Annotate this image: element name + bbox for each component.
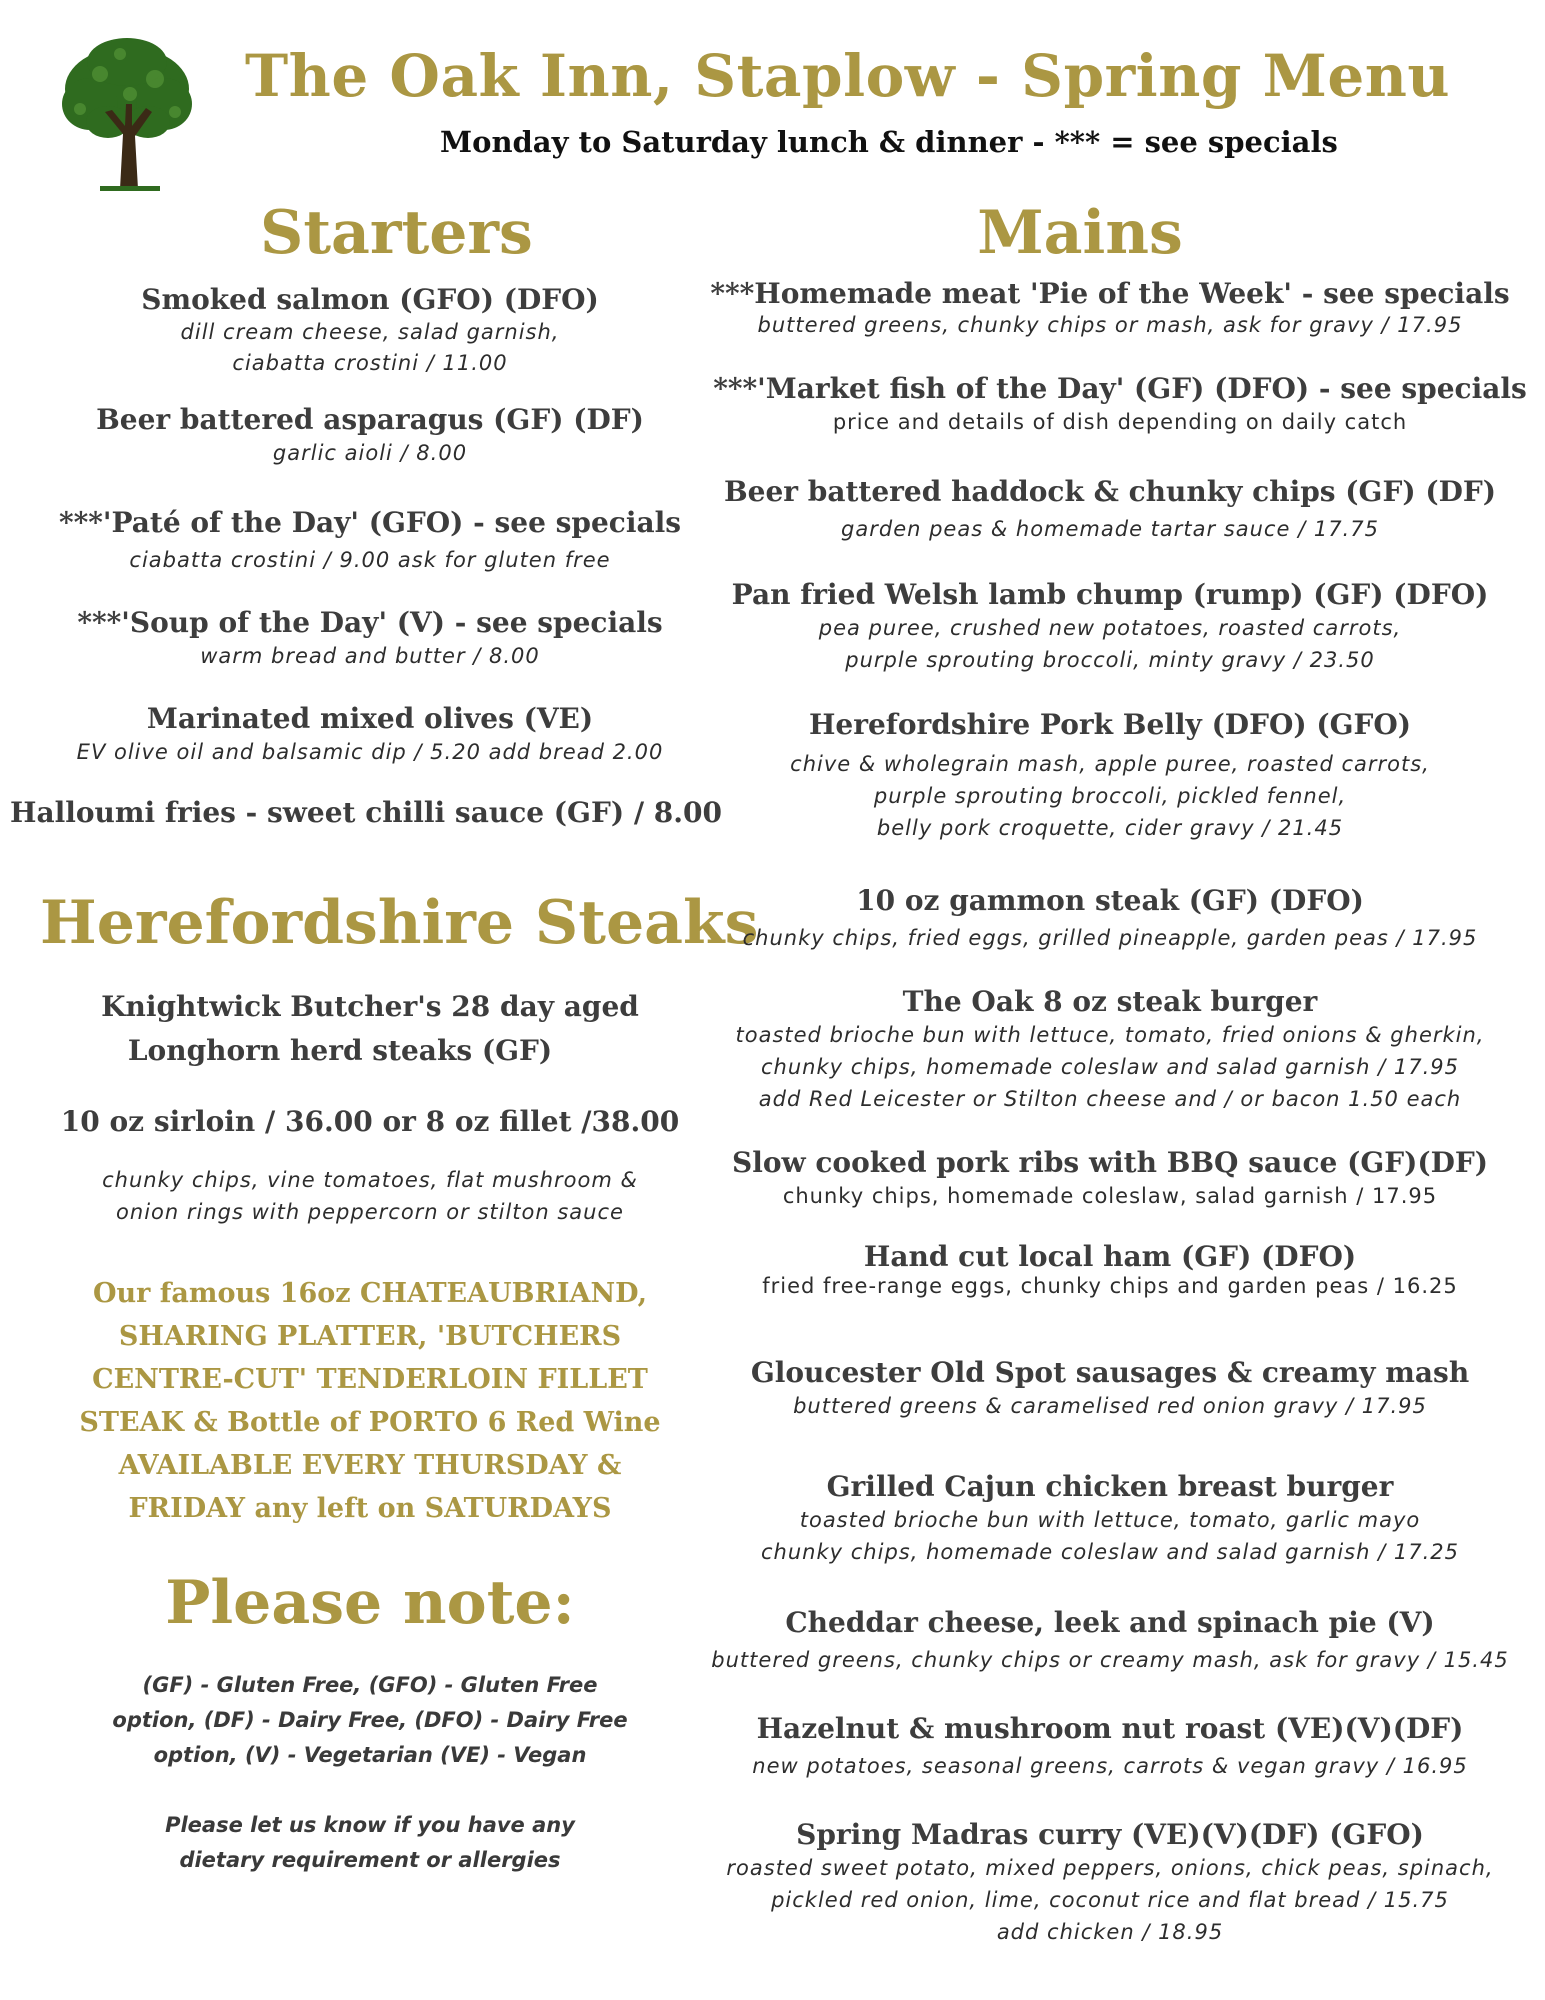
promo-line: CENTRE-CUT' TENDERLOIN FILLET <box>92 1364 648 1395</box>
promo-line: SHARING PLATTER, 'BUTCHERS <box>118 1321 622 1352</box>
item-desc: warm bread and butter / 8.00 <box>200 644 540 668</box>
item-desc: chunky chips, homemade coleslaw, salad garnish / 17.95 <box>782 1184 1438 1208</box>
item-desc: chive & wholegrain mash, apple puree, roasted carrots, <box>790 752 1430 776</box>
item-desc: EV olive oil and balsamic dip / 5.20 add bread 2.00 <box>76 740 664 764</box>
item-desc: add Red Leicester or Stilton cheese and / or bacon 1.50 each <box>758 1087 1462 1111</box>
item-name: ***'Paté of the Day' (GFO) - see specials <box>58 506 682 539</box>
promo-line: Our famous 16oz CHATEAUBRIAND, <box>92 1278 647 1309</box>
item-name: The Oak 8 oz steak burger <box>902 985 1318 1018</box>
item-desc: chunky chips, fried eggs, grilled pineapple, garden peas / 17.95 <box>742 926 1478 950</box>
list-item <box>40 403 700 469</box>
note-line: dietary requirement or allergies <box>179 1848 561 1872</box>
steaks-desc <box>40 1164 700 1228</box>
item-name: ***Homemade meat 'Pie of the Week' - see specials <box>710 277 1510 310</box>
steaks-heading: Herefordshire Steaks <box>40 888 759 958</box>
promo-line: AVAILABLE EVERY THURSDAY & <box>118 1450 622 1481</box>
item-name: Halloumi fries - sweet chilli sauce (GF) / 8.00 <box>10 796 723 829</box>
item-name: Cheddar cheese, leek and spinach pie (V) <box>785 1606 1435 1639</box>
list-item <box>690 985 1530 1115</box>
item-name: 10 oz gammon steak (GF) (DFO) <box>856 884 1364 917</box>
item-name: Slow cooked pork ribs with BBQ sauce (GF)(DF) <box>731 1146 1489 1179</box>
item-name: Beer battered haddock & chunky chips (GF) (DF) <box>723 475 1496 508</box>
item-name: ***'Soup of the Day' (V) - see specials <box>77 606 663 639</box>
item-name: Hand cut local ham (GF) (DFO) <box>863 1240 1357 1273</box>
item-desc: purple sprouting broccoli, minty gravy / 23.50 <box>845 648 1375 672</box>
item-name: Beer battered asparagus (GF) (DF) <box>96 403 644 436</box>
item-desc: pea puree, crushed new potatoes, roasted carrots, <box>818 616 1402 640</box>
page-title: The Oak Inn, Staplow - Spring Menu <box>245 42 1451 110</box>
item-name: ***'Market fish of the Day' (GF) (DFO) - see specials <box>713 372 1527 405</box>
notes-heading: Please note: <box>165 1568 575 1638</box>
steaks-intro <box>60 985 680 1073</box>
item-desc: buttered greens & caramelised red onion gravy / 17.95 <box>793 1394 1427 1418</box>
list-item <box>690 277 1530 339</box>
list-item <box>10 796 723 830</box>
mains-heading: Mains <box>977 198 1183 268</box>
item-desc: pickled red onion, lime, coconut rice and flat bread / 15.75 <box>771 1888 1449 1912</box>
notes-legend <box>40 1668 700 1773</box>
steaks-intro-line: Knightwick Butcher's 28 day aged <box>101 990 639 1023</box>
item-name: Gloucester Old Spot sausages & creamy mash <box>750 1356 1470 1389</box>
item-desc: belly pork croquette, cider gravy / 21.45 <box>876 816 1344 840</box>
item-desc: ciabatta crostini / 11.00 <box>232 351 508 375</box>
item-desc: fried free-range eggs, chunky chips and garden peas / 16.25 <box>762 1274 1458 1298</box>
list-item <box>690 578 1530 676</box>
note-line: option, (V) - Vegetarian (VE) - Vegan <box>153 1743 587 1767</box>
list-item <box>690 1356 1530 1422</box>
note-line: Please let us know if you have any <box>165 1813 575 1837</box>
list-item <box>690 1470 1530 1568</box>
item-desc: toasted brioche bun with lettuce, tomato, garlic mayo <box>799 1508 1421 1532</box>
oak-tree-icon <box>60 34 195 194</box>
item-desc: chunky chips, vine tomatoes, flat mushroom & <box>102 1168 638 1192</box>
item-desc: chunky chips, homemade coleslaw and salad garnish / 17.95 <box>761 1055 1459 1079</box>
item-name: Smoked salmon (GFO) (DFO) <box>141 283 599 316</box>
item-desc: roasted sweet potato, mixed peppers, onions, chick peas, spinach, <box>726 1856 1494 1880</box>
item-name: Spring Madras curry (VE)(V)(DF) (GFO) <box>796 1818 1424 1851</box>
notes-allergy <box>40 1808 700 1878</box>
page-subtitle: Monday to Saturday lunch & dinner - *** = see specials <box>440 125 1338 159</box>
item-desc: toasted brioche bun with lettuce, tomato, fried onions & gherkin, <box>735 1023 1485 1047</box>
item-desc: price and details of dish depending on daily catch <box>832 410 1408 434</box>
item-name: Marinated mixed olives (VE) <box>146 702 594 735</box>
item-name: Pan fried Welsh lamb chump (rump) (GF) (DFO) <box>731 578 1489 611</box>
steaks-intro-line: Longhorn herd steaks (GF) <box>127 1034 553 1067</box>
list-item <box>690 884 1530 954</box>
note-line: (GF) - Gluten Free, (GFO) - Gluten Free <box>142 1673 598 1697</box>
item-desc: garlic aioli / 8.00 <box>272 441 468 465</box>
list-item <box>40 283 700 379</box>
item-desc: purple sprouting broccoli, pickled fennel, <box>873 784 1347 808</box>
note-line: option, (DF) - Dairy Free, (DFO) - Dairy Free <box>112 1708 628 1732</box>
promo-block <box>30 1272 710 1530</box>
item-desc: garden peas & homemade tartar sauce / 17.75 <box>841 517 1379 541</box>
item-desc: chunky chips, homemade coleslaw and salad garnish / 17.25 <box>761 1540 1459 1564</box>
steaks-prices <box>40 1105 700 1139</box>
list-item <box>700 372 1540 438</box>
list-item <box>690 1818 1530 1948</box>
item-name: Grilled Cajun chicken breast burger <box>826 1470 1394 1503</box>
list-item <box>40 702 700 768</box>
promo-line: FRIDAY any left on SATURDAYS <box>128 1493 612 1524</box>
item-desc: ciabatta crostini / 9.00 ask for gluten free <box>129 548 611 572</box>
list-item <box>690 475 1530 545</box>
item-desc: add chicken / 18.95 <box>996 1920 1224 1944</box>
list-item <box>40 606 700 672</box>
steaks-price-line: 10 oz sirloin / 36.00 or 8 oz fillet /38.00 <box>60 1105 680 1138</box>
list-item <box>40 506 700 576</box>
list-item <box>690 1606 1530 1676</box>
starters-heading: Starters <box>260 198 533 268</box>
list-item <box>690 1712 1530 1782</box>
item-desc: dill cream cheese, salad garnish, <box>180 320 560 344</box>
item-name: Hazelnut & mushroom nut roast (VE)(V)(DF) <box>756 1712 1464 1745</box>
item-desc: onion rings with peppercorn or stilton sauce <box>116 1200 624 1224</box>
list-item <box>690 1240 1530 1298</box>
item-desc: buttered greens, chunky chips or creamy mash, ask for gravy / 15.45 <box>711 1648 1509 1672</box>
promo-line: STEAK & Bottle of PORTO 6 Red Wine <box>79 1407 661 1438</box>
list-item <box>690 1146 1530 1212</box>
item-name: Herefordshire Pork Belly (DFO) (GFO) <box>808 708 1412 741</box>
item-desc: new potatoes, seasonal greens, carrots & vegan gravy / 16.95 <box>752 1754 1468 1778</box>
item-desc: buttered greens, chunky chips or mash, ask for gravy / 17.95 <box>757 313 1463 337</box>
list-item <box>690 708 1530 844</box>
